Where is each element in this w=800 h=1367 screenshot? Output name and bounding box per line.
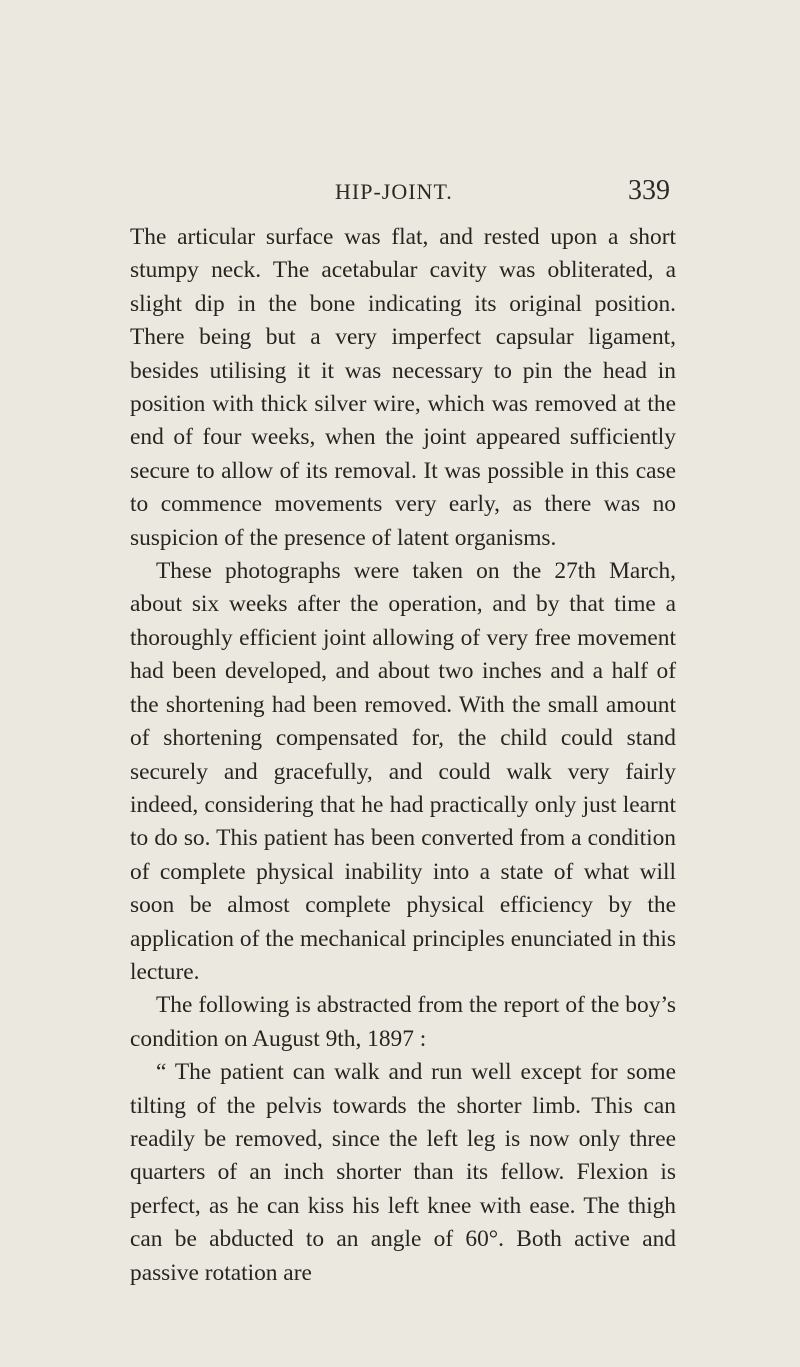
running-head <box>130 175 670 215</box>
body-text <box>130 221 676 1290</box>
paragraph-1: The articular surface was flat, and rested upon a short stumpy neck. The acetabular cavity was obliterated, a slight dip in the bone indicating its original position. There being but a very imperfect capsular ligament, besides utilising it it was necessary to pin the head in position with thick silver wire, which was removed at the end of four weeks, when the joint appeared sufficiently secure to allow of its removal. It was possible in this case to commence movements very early, as there was no suspicion of the presence of latent organisms. <box>130 224 676 551</box>
running-title: HIP-JOINT. <box>335 179 453 204</box>
paragraph-3: The following is abstracted from the report of the boy’s condition on August 9th, 1897 : <box>130 992 676 1052</box>
paragraph-2: These photographs were taken on the 27th March, about six weeks after the operation, and by that time a thoroughly efficient joint allowing of very free movement had been developed, and about two inches and a half of the shortening had been removed. With the small amount of shortening compensated for, the child could stand securely and gracefully, and could walk very fairly indeed, considering that he had practically only just learnt to do so. This patient has been converted from a condition of complete physical inability into a state of what will soon be almost complete physical efficiency by the application of the mechanical principles enunciated in this lecture. <box>130 558 676 985</box>
paragraph-4-quote: “ The patient can walk and run well except for some tilting of the pelvis towards the shorter limb. This can readily be removed, since the left leg is now only three quarters of an inch shorter than its fellow. Flexion is perfect, as he can kiss his left knee with ease. The thigh can be abducted to an angle of 60°. Both active and passive rotation are <box>130 1059 676 1286</box>
page-number: 339 <box>628 175 670 206</box>
